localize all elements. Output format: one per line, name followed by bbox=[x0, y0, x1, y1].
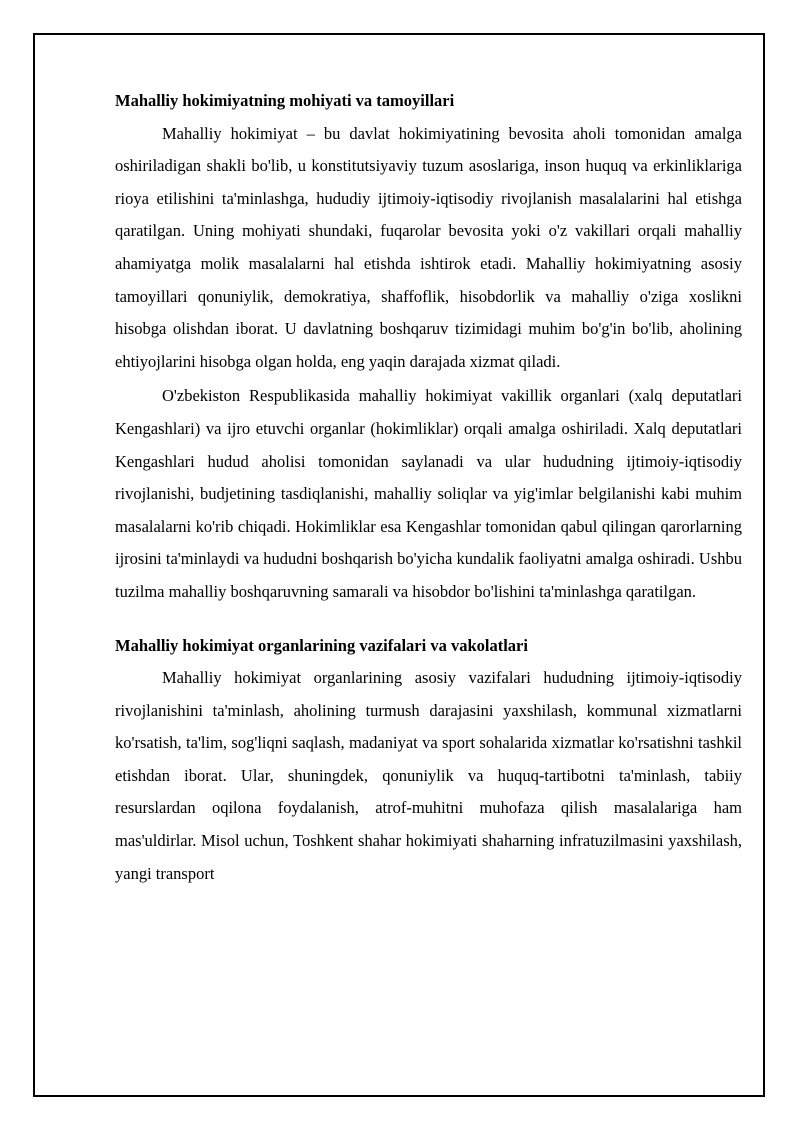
paragraph-1: Mahalliy hokimiyat – bu davlat hokimiyatining bevosita aholi tomonidan amalga oshiriladigan shakli bo'lib, u konstitutsiyaviy tuzum asoslariga, inson huquq va erkinliklariga rioya etilishini ta'minlashga, hududiy ijtimoiy-iqtisodiy rivojlanish masalalarini hal etishga qaratilgan. Uning mohiyati shundaki, fuqarolar bevosita yoki o'z vakillari orqali mahalliy ahamiyatga molik masalalarni hal etishda ishtirok etadi. Mahalliy hokimiyatning asosiy tamoyillari qonuniylik, demokratiya, shaffoflik, hisobdorlik va mahalliy o'ziga xoslikni hisobga olishdan iborat. U davlatning boshqaruv tizimidagi muhim bo'g'in bo'lib, aholining ehtiyojlarini hisobga olgan holda, eng yaqin darajada xizmat qiladi. bbox=[115, 123, 742, 371]
section-heading-2: Mahalliy hokimiyat organlarining vazifalari va vakolatlari bbox=[115, 635, 528, 655]
paragraph-3: Mahalliy hokimiyat organlarining asosiy vazifalari hududning ijtimoiy-iqtisodiy rivojlanishini ta'minlash, aholining turmush darajasini yaxshilash, kommunal xizmatlarni ko'rsatish, ta'lim, sog'liqni saqlash, madaniyat va sport sohalarida xizmatlar ko'rsatishni tashkil etishdan iborat. Ular, shuningdek, qonuniylik va huquq-tartibotni ta'minlash, tabiiy resurslardan oqilona foydalanish, atrof-muhitni muhofaza qilish masalalariga ham mas'uldirlar. Misol uchun, Toshkent shahar hokimiyati shaharning infratuzilmasini yaxshilash, yangi transport bbox=[115, 668, 742, 883]
paragraph-2: O'zbekiston Respublikasida mahalliy hokimiyat vakillik organlari (xalq deputatlari Kengashlari) va ijro etuvchi organlar (hokimliklar) orqali amalga oshiriladi. Xalq deputatlari Kengashlari hudud aholisi tomonidan saylanadi va ular hududning ijtimoiy-iqtisodiy rivojlanishi, budjetining tasdiqlanishi, mahalliy soliqlar va yig'imlar belgilanishi kabi muhim masalalarni ko'rib chiqadi. Hokimliklar esa Kengashlar tomonidan qabul qilingan qarorlarning ijrosini ta'minlaydi va hududni boshqarish bo'yicha kundalik faoliyatni amalga oshiradi. Ushbu tuzilma mahalliy boshqaruvning samarali va hisobdor bo'lishini ta'minlashga qaratilgan. bbox=[115, 386, 742, 601]
document-body bbox=[115, 85, 742, 890]
section-heading-1: Mahalliy hokimiyatning mohiyati va tamoyillari bbox=[115, 91, 455, 110]
